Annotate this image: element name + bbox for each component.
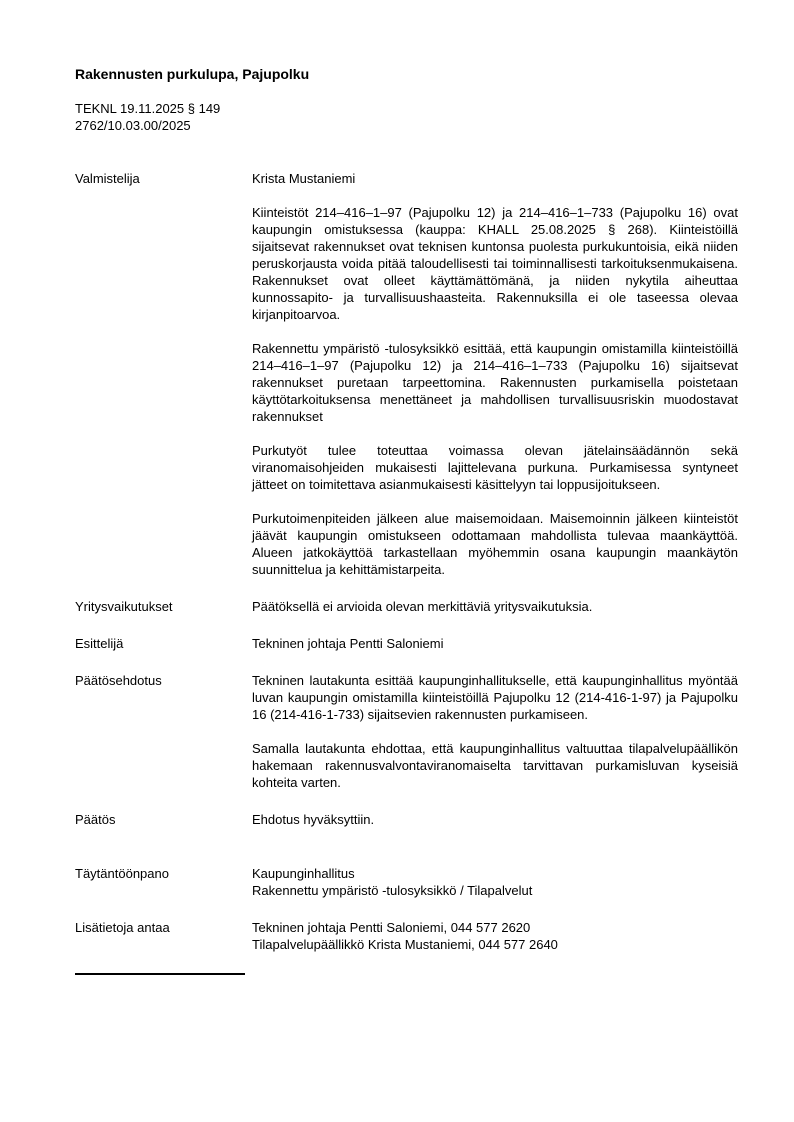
section-label-taytantoonpano: Täytäntöönpano bbox=[75, 866, 169, 881]
paragraph-proposal-authorization: Samalla lautakunta ehdottaa, että kaupunginhallitus valtuuttaa tilapalvelupäällikön hakemaan rakennusvalvontaviranomaiselta tarvittavan purkamisluvan kyseisiä kohteita varten. bbox=[252, 741, 738, 790]
section-value-valmistelija bbox=[252, 170, 738, 578]
section-esittelija bbox=[75, 635, 738, 652]
presenter-name: Tekninen johtaja Pentti Saloniemi bbox=[252, 636, 444, 651]
implementation-line-1: Kaupunginhallitus bbox=[252, 866, 355, 881]
decision-text: Ehdotus hyväksyttiin. bbox=[252, 812, 375, 827]
section-yritysvaikutukset bbox=[75, 598, 738, 615]
contact-line-1: Tekninen johtaja Pentti Saloniemi, 044 577 2620 bbox=[252, 920, 531, 935]
section-label-yritysvaikutukset: Yritysvaikutukset bbox=[75, 599, 173, 614]
paragraph-proposal-permit: Tekninen lautakunta esittää kaupunginhallitukselle, että kaupunginhallitus myöntää luvan kaupungin omistamilla kiinteistöillä Pajupolku 12 (214-416-1-97) ja Pajupolku 16 (214-416-1-733) sijaitsevien rakennusten purkamiseen. bbox=[252, 673, 738, 722]
meta-board-reference: TEKNL 19.11.2025 § 149 bbox=[75, 101, 221, 116]
section-value-lisatietoja bbox=[252, 919, 738, 953]
section-value-taytantoonpano bbox=[252, 865, 738, 899]
contact-line-2: Tilapalvelupäällikkö Krista Mustaniemi, 044 577 2640 bbox=[252, 937, 558, 952]
section-paatosehdotus bbox=[75, 672, 738, 791]
document-meta bbox=[75, 100, 738, 134]
section-value-paatos bbox=[252, 811, 738, 828]
paragraph-landscaping: Purkutoimenpiteiden jälkeen alue maisemoidaan. Maisemoinnin jälkeen kiinteistöt jäävät kaupungin omistukseen odottamaan mahdollista tulevaa maankäyttöä. Alueen jatkokäyttöä tarkastellaan myöhemmin osana kaupungin maankäytön suunnittelua ja kehittämistarpeita. bbox=[252, 511, 738, 577]
preparer-name: Krista Mustaniemi bbox=[252, 171, 356, 186]
section-valmistelija bbox=[75, 170, 738, 578]
section-label-esittelija: Esittelijä bbox=[75, 636, 124, 651]
section-label-paatosehdotus: Päätösehdotus bbox=[75, 673, 162, 688]
paragraph-business-impact: Päätöksellä ei arvioida olevan merkittäviä yritysvaikutuksia. bbox=[252, 599, 593, 614]
meta-diary-number: 2762/10.03.00/2025 bbox=[75, 118, 191, 133]
paragraph-properties-ownership: Kiinteistöt 214–416–1–97 (Pajupolku 12) ja 214–416–1–733 (Pajupolku 16) ovat kaupungin omistuksessa (kauppa: KHALL 25.08.2025 § 268). Kiinteistöillä sijaitsevat rakennukset ovat teknisen kuntonsa puolesta purkukuntoisia, eikä niiden peruskorjausta voida pitää taloudellisesti tai toiminnallisesti tarkoituksenmukaisena. Rakennukset ovat olleet käyttämättömänä, ja niiden nykytila aiheuttaa kunnossapito- ja turvallisuushaasteita. Rakennuksilla ei ole taseessa olevaa kirjanpitoarvoa. bbox=[252, 205, 738, 322]
section-paatos bbox=[75, 811, 738, 828]
section-label-lisatietoja: Lisätietoja antaa bbox=[75, 920, 170, 935]
footer-separator-line bbox=[75, 973, 245, 975]
section-value-esittelija bbox=[252, 635, 738, 652]
section-label-valmistelija: Valmistelija bbox=[75, 171, 140, 186]
section-taytantoonpano bbox=[75, 865, 738, 899]
section-value-paatosehdotus bbox=[252, 672, 738, 791]
implementation-line-2: Rakennettu ympäristö -tulosyksikkö / Tilapalvelut bbox=[252, 883, 533, 898]
paragraph-demolition-proposal: Rakennettu ympäristö -tulosyksikkö esittää, että kaupungin omistamilla kiinteistöillä 214–416–1–97 (Pajupolku 12) ja 214–416–1–733 (Pajupolku 16) sijaitsevat rakennukset puretaan tarpeettomina. Rakennusten purkamisella poistetaan käyttötarkoituksensa menettäneet ja mahdollisen turvallisuusriskin muodostavat rakennukset bbox=[252, 341, 738, 424]
section-label-paatos: Päätös bbox=[75, 812, 116, 827]
paragraph-waste-handling: Purkutyöt tulee toteuttaa voimassa olevan jätelainsäädännön sekä viranomaisohjeiden mukaisesti lajittelevana purkuna. Purkamisessa syntyneet jätteet on toimitettava asianmukaisesti käsittelyyn tai loppusijoitukseen. bbox=[252, 443, 738, 492]
section-lisatietoja bbox=[75, 919, 738, 953]
document-body bbox=[75, 66, 738, 975]
section-value-yritysvaikutukset bbox=[252, 598, 738, 615]
document-title: Rakennusten purkulupa, Pajupolku bbox=[75, 66, 310, 82]
